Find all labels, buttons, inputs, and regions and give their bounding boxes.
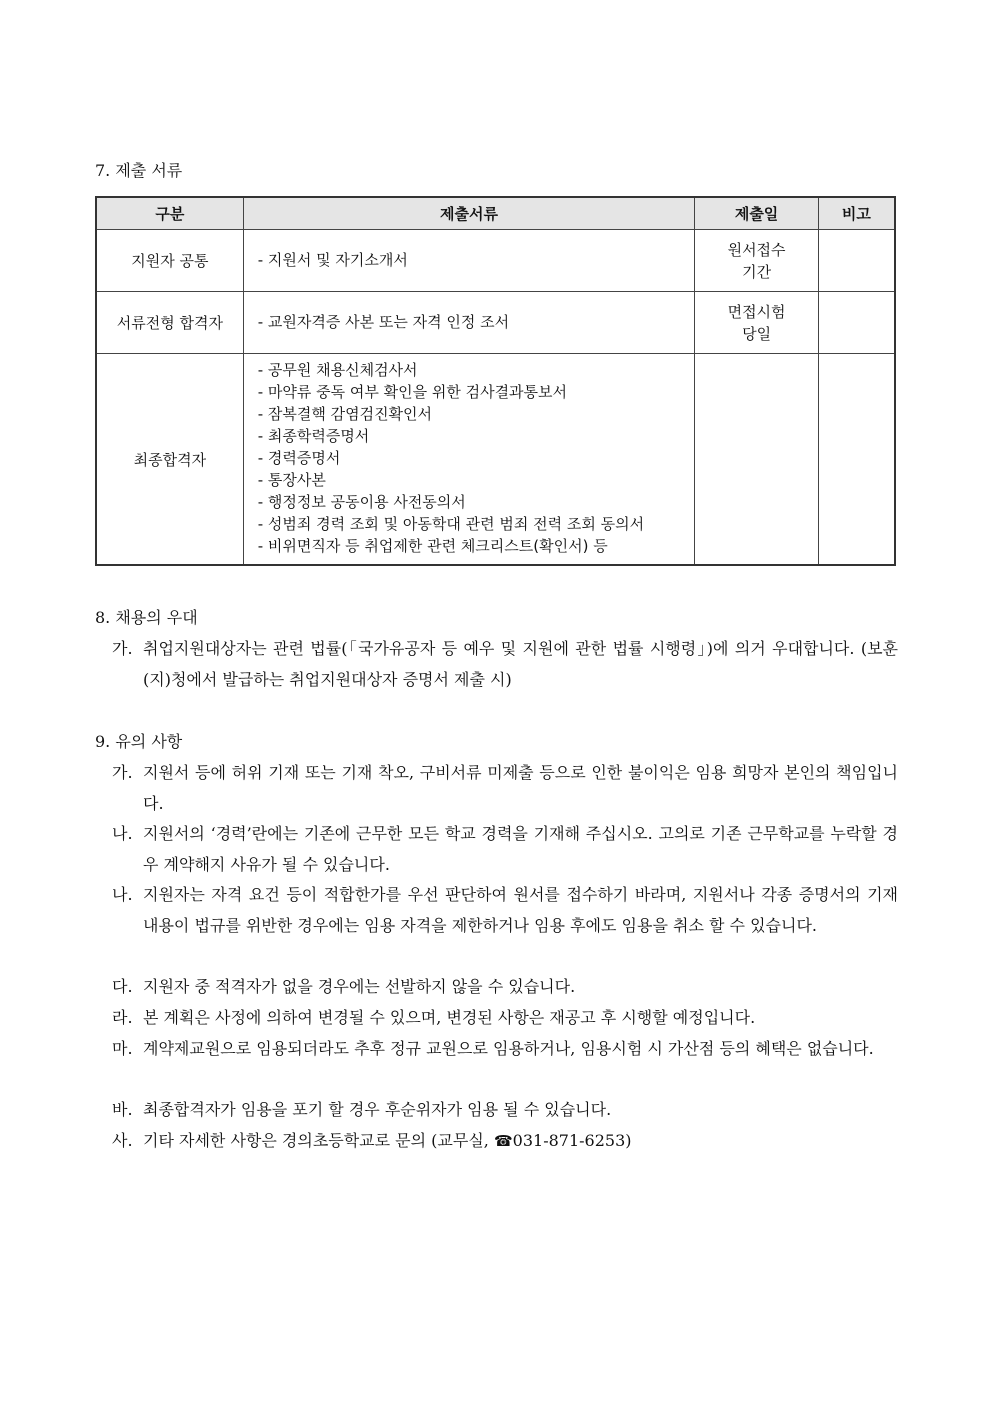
notice-item: [112, 1003, 898, 1034]
document-item: - 통장사본: [257, 470, 326, 489]
item-marker: 사.: [112, 1131, 133, 1150]
item-marker: 가.: [112, 639, 133, 658]
table-row: [96, 354, 895, 566]
date-line: 기간: [742, 262, 772, 281]
item-text: [112, 1126, 898, 1157]
item-text: 본 계획은 사정에 의하여 변경될 수 있으며, 변경된 사항은 재공고 후 시행할 예정입니다.: [143, 1008, 756, 1027]
row-note: [818, 230, 895, 292]
document-item: - 마약류 중독 여부 확인을 위한 검사결과통보서: [257, 383, 568, 402]
document-item: - 잠복결핵 감염검진확인서: [257, 405, 433, 424]
table-row: [96, 292, 895, 354]
item-marker: 다.: [112, 977, 133, 996]
item-marker: 가.: [112, 763, 133, 782]
preference-item: [112, 634, 898, 695]
notice-item: [112, 972, 898, 1003]
phone-number: 031-871-6253: [512, 1131, 626, 1150]
section-9-title: 9. 유의 사항: [95, 732, 183, 751]
item-marker: 라.: [112, 1008, 133, 1027]
row-category: 최종합격자: [96, 354, 243, 566]
item-text: 최종합격자가 임용을 포기 할 경우 후순위자가 임용 될 수 있습니다.: [143, 1100, 612, 1119]
document-item: - 성범죄 경력 조회 및 아동학대 관련 범죄 전력 조회 동의서: [257, 514, 645, 533]
item-text: 지원자는 자격 요건 등이 적합한가를 우선 판단하여 원서를 접수하기 바라며, 지원서나 각종 증명서의 기재 내용이 법규를 위반한 경우에는 임용 자격을 제한하거나 임용 후에도 임용을 취소 할 수 있습니다.: [143, 885, 898, 935]
contact-text-end: ): [625, 1131, 632, 1150]
notice-item: [112, 1034, 898, 1065]
document-item: - 경력증명서: [257, 449, 341, 468]
header-date: 제출일: [695, 197, 818, 230]
row-note: [818, 292, 895, 354]
row-date: [695, 354, 818, 566]
notice-item: [112, 1095, 898, 1126]
notice-item: [112, 758, 898, 819]
item-marker: 마.: [112, 1039, 133, 1058]
row-date: [695, 230, 818, 292]
table-row: [96, 230, 895, 292]
item-marker: 바.: [112, 1100, 133, 1119]
submission-documents-table: [95, 196, 896, 566]
row-note: [818, 354, 895, 566]
row-date: [695, 292, 818, 354]
item-text: 지원서 등에 허위 기재 또는 기재 착오, 구비서류 미제출 등으로 인한 불이익은 임용 희망자 본인의 책임입니다.: [143, 763, 898, 813]
row-category: 지원자 공통: [96, 230, 243, 292]
header-note: 비고: [818, 197, 895, 230]
date-line: 당일: [742, 324, 772, 343]
row-category: 서류전형 합격자: [96, 292, 243, 354]
document-item: - 교원자격증 사본 또는 자격 인정 조서: [257, 312, 510, 331]
row-documents: [243, 230, 695, 292]
contact-item: [112, 1126, 898, 1157]
phone-icon: ☎: [493, 1132, 513, 1150]
table-header-row: [96, 197, 895, 230]
row-documents: [243, 354, 695, 566]
header-category: 구분: [96, 197, 243, 230]
section-8-title: 8. 채용의 우대: [95, 608, 198, 627]
document-item: - 비위면직자 등 취업제한 관련 체크리스트(확인서) 등: [257, 536, 608, 555]
item-text: 지원서의 ‘경력’란에는 기존에 근무한 모든 학교 경력을 기재해 주십시오. 고의로 기존 근무학교를 누락할 경우 계약해지 사유가 될 수 있습니다.: [143, 824, 898, 874]
date-line: 면접시험: [727, 302, 786, 321]
item-marker: 나.: [112, 885, 133, 904]
item-marker: 나.: [112, 824, 133, 843]
header-documents: 제출서류: [243, 197, 695, 230]
row-documents: [243, 292, 695, 354]
item-text: 지원자 중 적격자가 없을 경우에는 선발하지 않을 수 있습니다.: [143, 977, 576, 996]
item-text: 취업지원대상자는 관련 법률(「국가유공자 등 예우 및 지원에 관한 법률 시행령」)에 의거 우대합니다. (보훈(지)청에서 발급하는 취업지원대상자 증명서 제출 시): [143, 639, 898, 689]
item-text: 계약제교원으로 임용되더라도 추후 정규 교원으로 임용하거나, 임용시험 시 가산점 등의 혜택은 없습니다.: [143, 1039, 874, 1058]
document-item: - 공무원 채용신체검사서: [257, 361, 418, 380]
document-item: - 지원서 및 자기소개서: [257, 250, 408, 269]
notice-item: [112, 819, 898, 880]
section-7-title: 7. 제출 서류: [95, 161, 183, 180]
notice-item: [112, 880, 898, 941]
date-line: 원서접수: [727, 240, 786, 259]
contact-text: 기타 자세한 사항은 경의초등학교로 문의 (교무실,: [143, 1131, 494, 1150]
document-item: - 최종학력증명서: [257, 427, 370, 446]
document-item: - 행정정보 공동이용 사전동의서: [257, 492, 466, 511]
